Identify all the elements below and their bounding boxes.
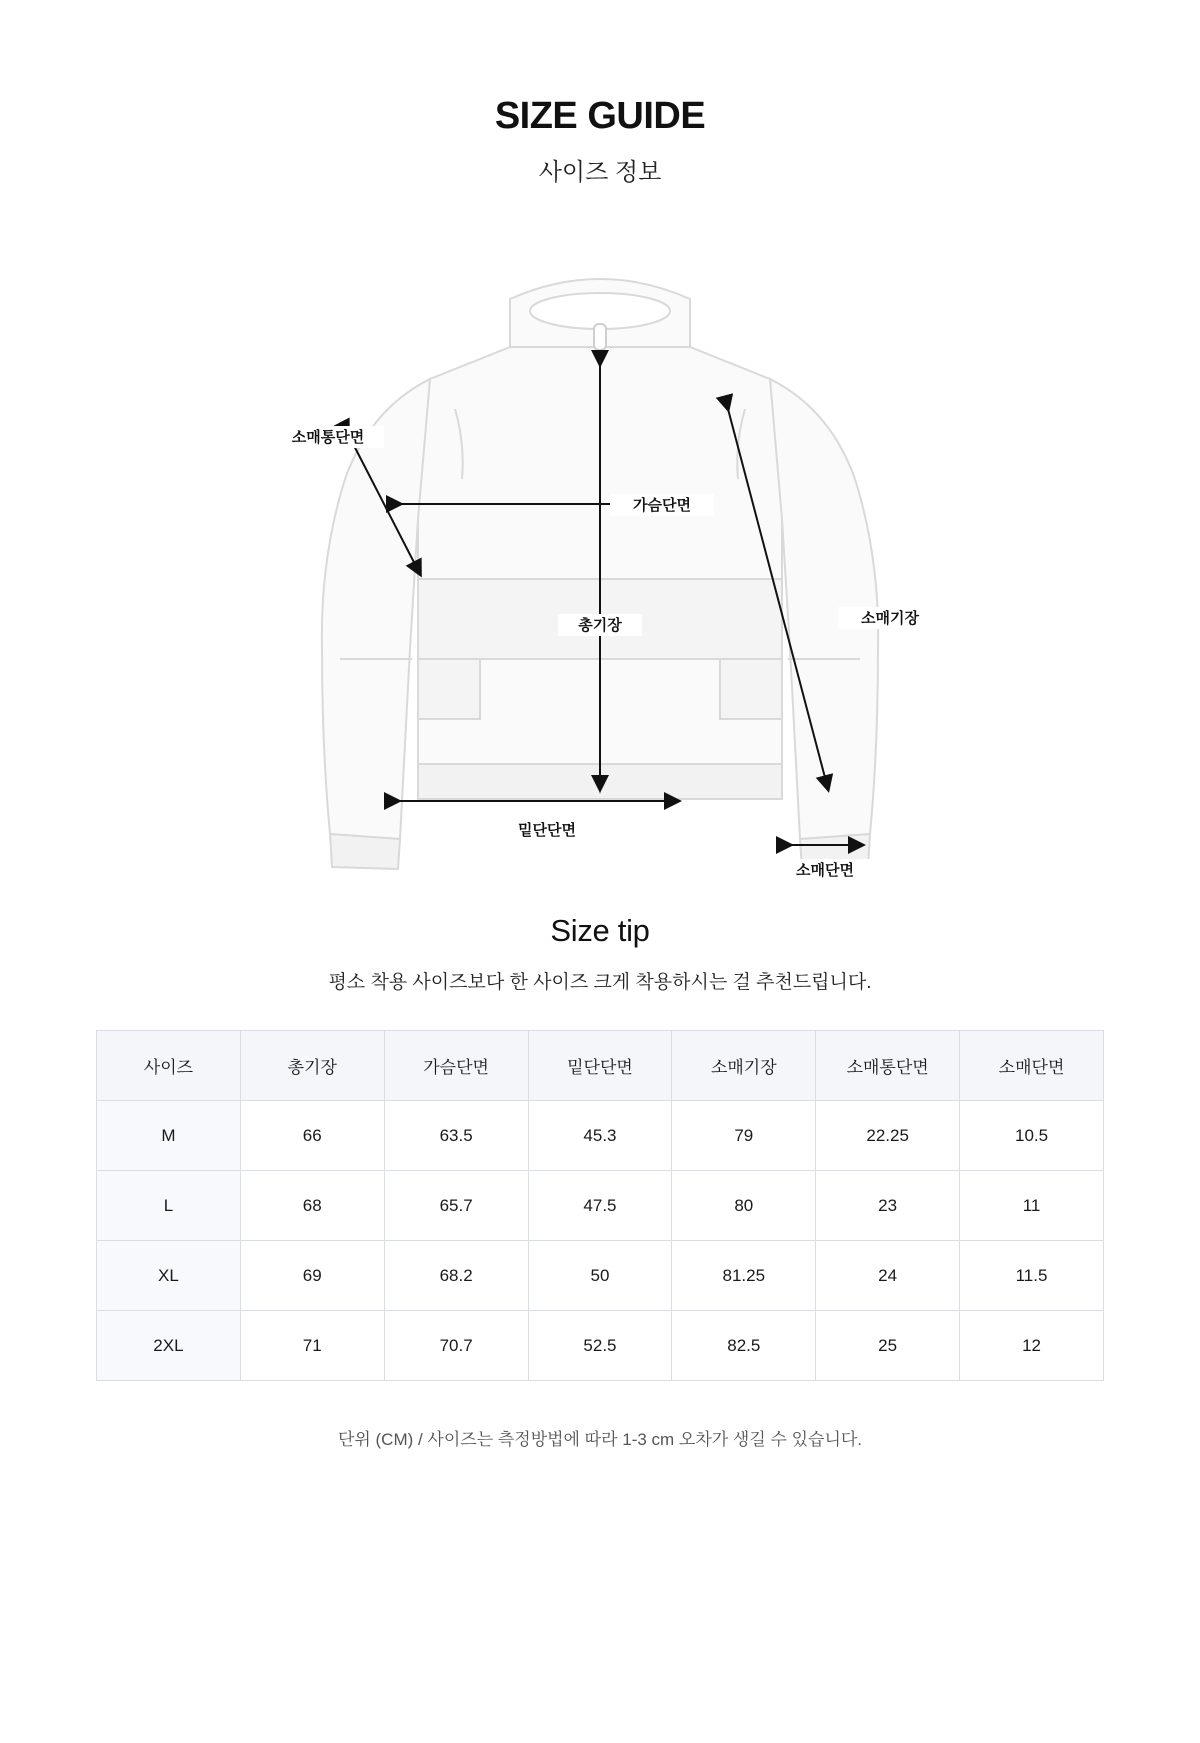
col-header-cuff: 소매단면 bbox=[960, 1031, 1104, 1101]
col-header-hem: 밑단단면 bbox=[528, 1031, 672, 1101]
cell-total-length: 71 bbox=[240, 1311, 384, 1381]
size-table-body bbox=[97, 1101, 1104, 1381]
size-tip-title: Size tip bbox=[550, 913, 650, 948]
size-table bbox=[96, 1030, 1104, 1381]
label-sleeve-length: 소매기장 bbox=[861, 610, 919, 627]
cell-sleeve-length: 80 bbox=[672, 1171, 816, 1241]
cell-sleeve-width: 22.25 bbox=[816, 1101, 960, 1171]
cell-cuff: 12 bbox=[960, 1311, 1104, 1381]
size-table-head bbox=[97, 1031, 1104, 1101]
col-header-total-length: 총기장 bbox=[240, 1031, 384, 1101]
cell-hem: 50 bbox=[528, 1241, 672, 1311]
cell-sleeve-width: 23 bbox=[816, 1171, 960, 1241]
cell-cuff: 11 bbox=[960, 1171, 1104, 1241]
cell-size: 2XL bbox=[97, 1311, 241, 1381]
cell-chest: 68.2 bbox=[384, 1241, 528, 1311]
col-header-chest: 가슴단면 bbox=[384, 1031, 528, 1101]
cell-sleeve-length: 79 bbox=[672, 1101, 816, 1171]
cell-sleeve-width: 25 bbox=[816, 1311, 960, 1381]
cell-cuff: 11.5 bbox=[960, 1241, 1104, 1311]
table-row bbox=[97, 1311, 1104, 1381]
label-chest: 가슴단면 bbox=[633, 497, 691, 514]
cell-chest: 63.5 bbox=[384, 1101, 528, 1171]
col-header-size: 사이즈 bbox=[97, 1031, 241, 1101]
label-cuff: 소매단면 bbox=[796, 862, 854, 879]
cell-hem: 47.5 bbox=[528, 1171, 672, 1241]
col-header-sleeve-width: 소매통단면 bbox=[816, 1031, 960, 1101]
label-sleeve-width: 소매통단면 bbox=[291, 429, 365, 446]
label-total-length: 총기장 bbox=[578, 617, 622, 634]
title-block bbox=[0, 0, 1200, 187]
footnote: 단위 (CM) / 사이즈는 측정방법에 따라 1-3 cm 오차가 생길 수 있습니다. bbox=[337, 1430, 863, 1449]
label-hem: 밑단단면 bbox=[518, 822, 576, 839]
cell-size: L bbox=[97, 1171, 241, 1241]
cell-chest: 70.7 bbox=[384, 1311, 528, 1381]
cell-chest: 65.7 bbox=[384, 1171, 528, 1241]
cell-size: XL bbox=[97, 1241, 241, 1311]
table-row bbox=[97, 1241, 1104, 1311]
cell-total-length: 66 bbox=[240, 1101, 384, 1171]
cell-hem: 45.3 bbox=[528, 1101, 672, 1171]
size-tip-text: 평소 착용 사이즈보다 한 사이즈 크게 착용하시는 걸 추천드립니다. bbox=[328, 972, 872, 993]
page-subtitle: 사이즈 정보 bbox=[538, 159, 662, 186]
size-tip-block bbox=[0, 913, 1200, 994]
jacket-diagram bbox=[0, 219, 1200, 879]
cell-total-length: 69 bbox=[240, 1241, 384, 1311]
page-title: SIZE GUIDE bbox=[494, 95, 706, 137]
cell-sleeve-length: 82.5 bbox=[672, 1311, 816, 1381]
cell-sleeve-length: 81.25 bbox=[672, 1241, 816, 1311]
cell-size: M bbox=[97, 1101, 241, 1171]
cell-cuff: 10.5 bbox=[960, 1101, 1104, 1171]
table-row bbox=[97, 1171, 1104, 1241]
col-header-sleeve-length: 소매기장 bbox=[672, 1031, 816, 1101]
cell-sleeve-width: 24 bbox=[816, 1241, 960, 1311]
cell-hem: 52.5 bbox=[528, 1311, 672, 1381]
cell-total-length: 68 bbox=[240, 1171, 384, 1241]
table-header-row bbox=[97, 1031, 1104, 1101]
size-table-wrap bbox=[96, 1030, 1104, 1381]
table-row bbox=[97, 1101, 1104, 1171]
